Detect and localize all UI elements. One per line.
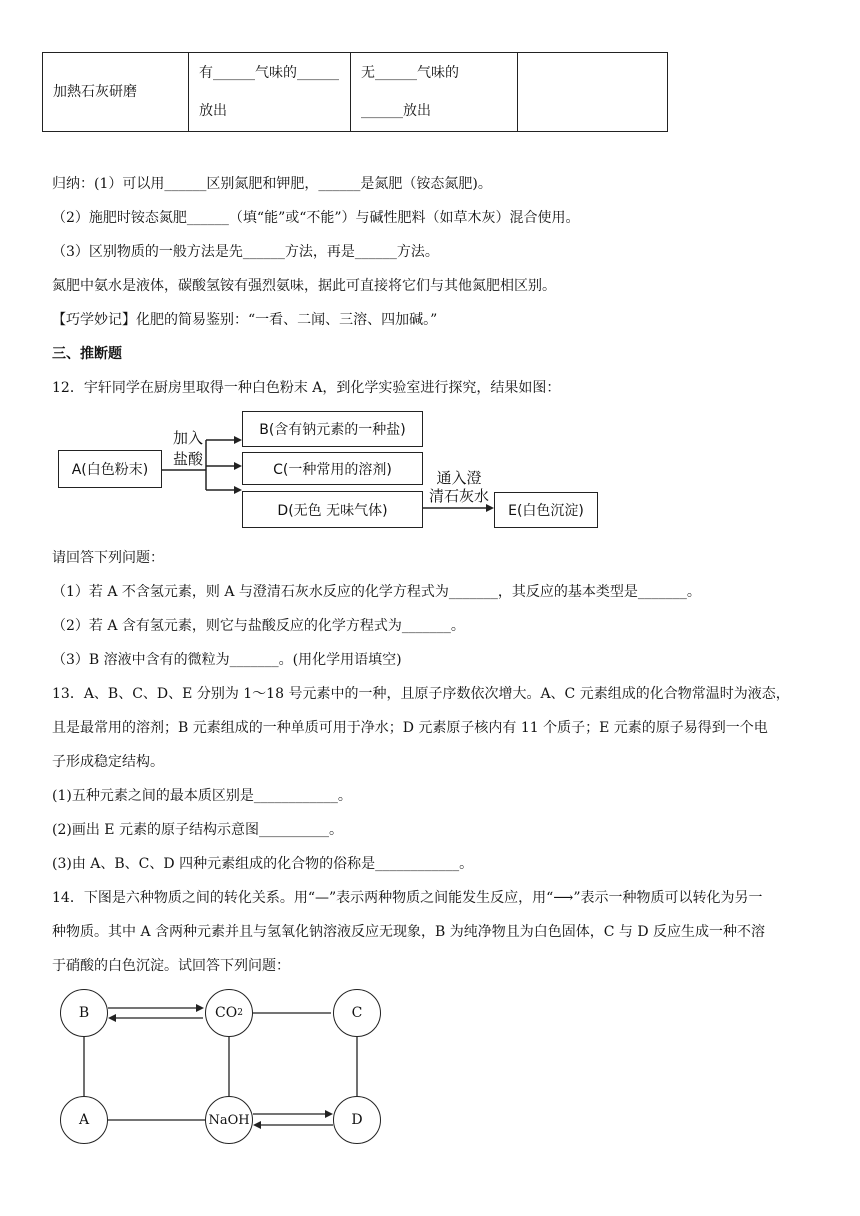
arrow-label-acid: 盐酸 xyxy=(172,450,203,468)
node-label: CO xyxy=(215,1005,238,1021)
node-e: E(白色沉淀) xyxy=(494,492,598,528)
node-label: NaOH xyxy=(208,1112,250,1128)
q13-sub-1: (1)五种元素之间的最本质区别是____________。 xyxy=(52,788,352,804)
node-b: B(含有钠元素的一种盐) xyxy=(242,411,423,447)
summary-line-2: （2）施肥时铵态氮肥______（填“能”或“不能”）与碱性肥料（如草木灰）混合使用。 xyxy=(52,210,580,226)
summary-line-3: （3）区别物质的一般方法是先______方法，再是______方法。 xyxy=(52,244,439,260)
table-cell-method: 加熱石灰研磨 xyxy=(43,53,189,132)
q14-stem-1: 14．下图是六种物质之间的转化关系。用“—”表示两种物质之间能发生反应，用“⟶”表示一种物质可以转化为另一 xyxy=(52,890,763,906)
node-c: C(一种常用的溶剂) xyxy=(242,452,423,485)
arrow-label-limewater-2: 清石灰水 xyxy=(428,487,489,505)
q12-sub-2: （2）若 A 含有氢元素，则它与盐酸反应的化学方程式为_______。 xyxy=(52,618,465,634)
q12-sub-1: （1）若 A 不含氢元素，则 A 与澄清石灰水反应的化学方程式为_______，其反应的基本类型是_______。 xyxy=(52,584,701,600)
node-d: D(无色 无味气体) xyxy=(242,491,423,528)
q12-stem: 12．宇轩同学在厨房里取得一种白色粉末 A，到化学实验室进行探究，结果如图： xyxy=(52,380,561,396)
q12-sub-3: （3）B 溶液中含有的微粒为_______。(用化学用语填空) xyxy=(52,652,402,668)
q13-stem-3: 子形成稳定结构。 xyxy=(52,754,164,770)
q13-sub-3: (3)由 A、B、C、D 四种元素组成的化合物的俗称是____________。 xyxy=(52,856,474,872)
section-title: 三、推断题 xyxy=(52,346,122,362)
node-d-circle xyxy=(333,1096,381,1144)
q12-prompt: 请回答下列问题： xyxy=(52,550,164,566)
cell-line: ______放出 xyxy=(361,103,431,119)
node-naoh-circle xyxy=(205,1096,253,1144)
q14-stem-2: 种物质。其中 A 含两种元素并且与氢氧化钠溶液反应无现象，B 为纯净物且为白色固体，C 与 D 反应生成一种不溶 xyxy=(52,924,766,940)
node-label: B xyxy=(78,1005,90,1021)
node-c-circle xyxy=(333,989,381,1037)
node-label: D xyxy=(351,1112,363,1128)
summary-line-4: 氮肥中氨水是液体，碳酸氢铵有强烈氨味，据此可直接将它们与其他氮肥相区别。 xyxy=(52,278,556,294)
cell-line: 有______气味的______ xyxy=(199,65,339,81)
memory-tip: 【巧学妙记】化肥的简易鉴别：“一看、二闻、三溶、四加碱。” xyxy=(52,312,438,328)
node-co2-circle xyxy=(205,989,253,1037)
node-b-circle xyxy=(60,989,108,1037)
summary-line-1: 归纳：(1）可以用______区别氮肥和钾肥，______是氮肥（铵态氮肥)。 xyxy=(52,176,492,192)
q13-stem-1: 13．A、B、C、D、E 分别为 1～18 号元素中的一种，且原子序数依次增大。A、C 元素组成的化合物常温时为液态， xyxy=(52,686,790,702)
q13-sub-2: (2)画出 E 元素的原子结构示意图__________。 xyxy=(52,822,343,838)
arrow-label-add: 加入 xyxy=(172,429,203,447)
arrow-label-limewater-1: 通入澄 xyxy=(436,469,482,487)
cell-line: 无______气味的 xyxy=(361,65,459,81)
q14-stem-3: 于硝酸的白色沉淀。试回答下列问题： xyxy=(52,958,290,974)
node-label-subscript: 2 xyxy=(237,1008,243,1018)
node-a: A(白色粉末) xyxy=(58,450,162,488)
node-label: A xyxy=(78,1112,90,1128)
cell-line: 放出 xyxy=(199,103,227,119)
node-label: C xyxy=(351,1005,363,1021)
q13-stem-2: 且是最常用的溶剂；B 元素组成的一种单质可用于净水；D 元素原子核内有 11 个质子；E 元素的原子易得到一个电 xyxy=(52,720,768,736)
node-a-circle xyxy=(60,1096,108,1144)
